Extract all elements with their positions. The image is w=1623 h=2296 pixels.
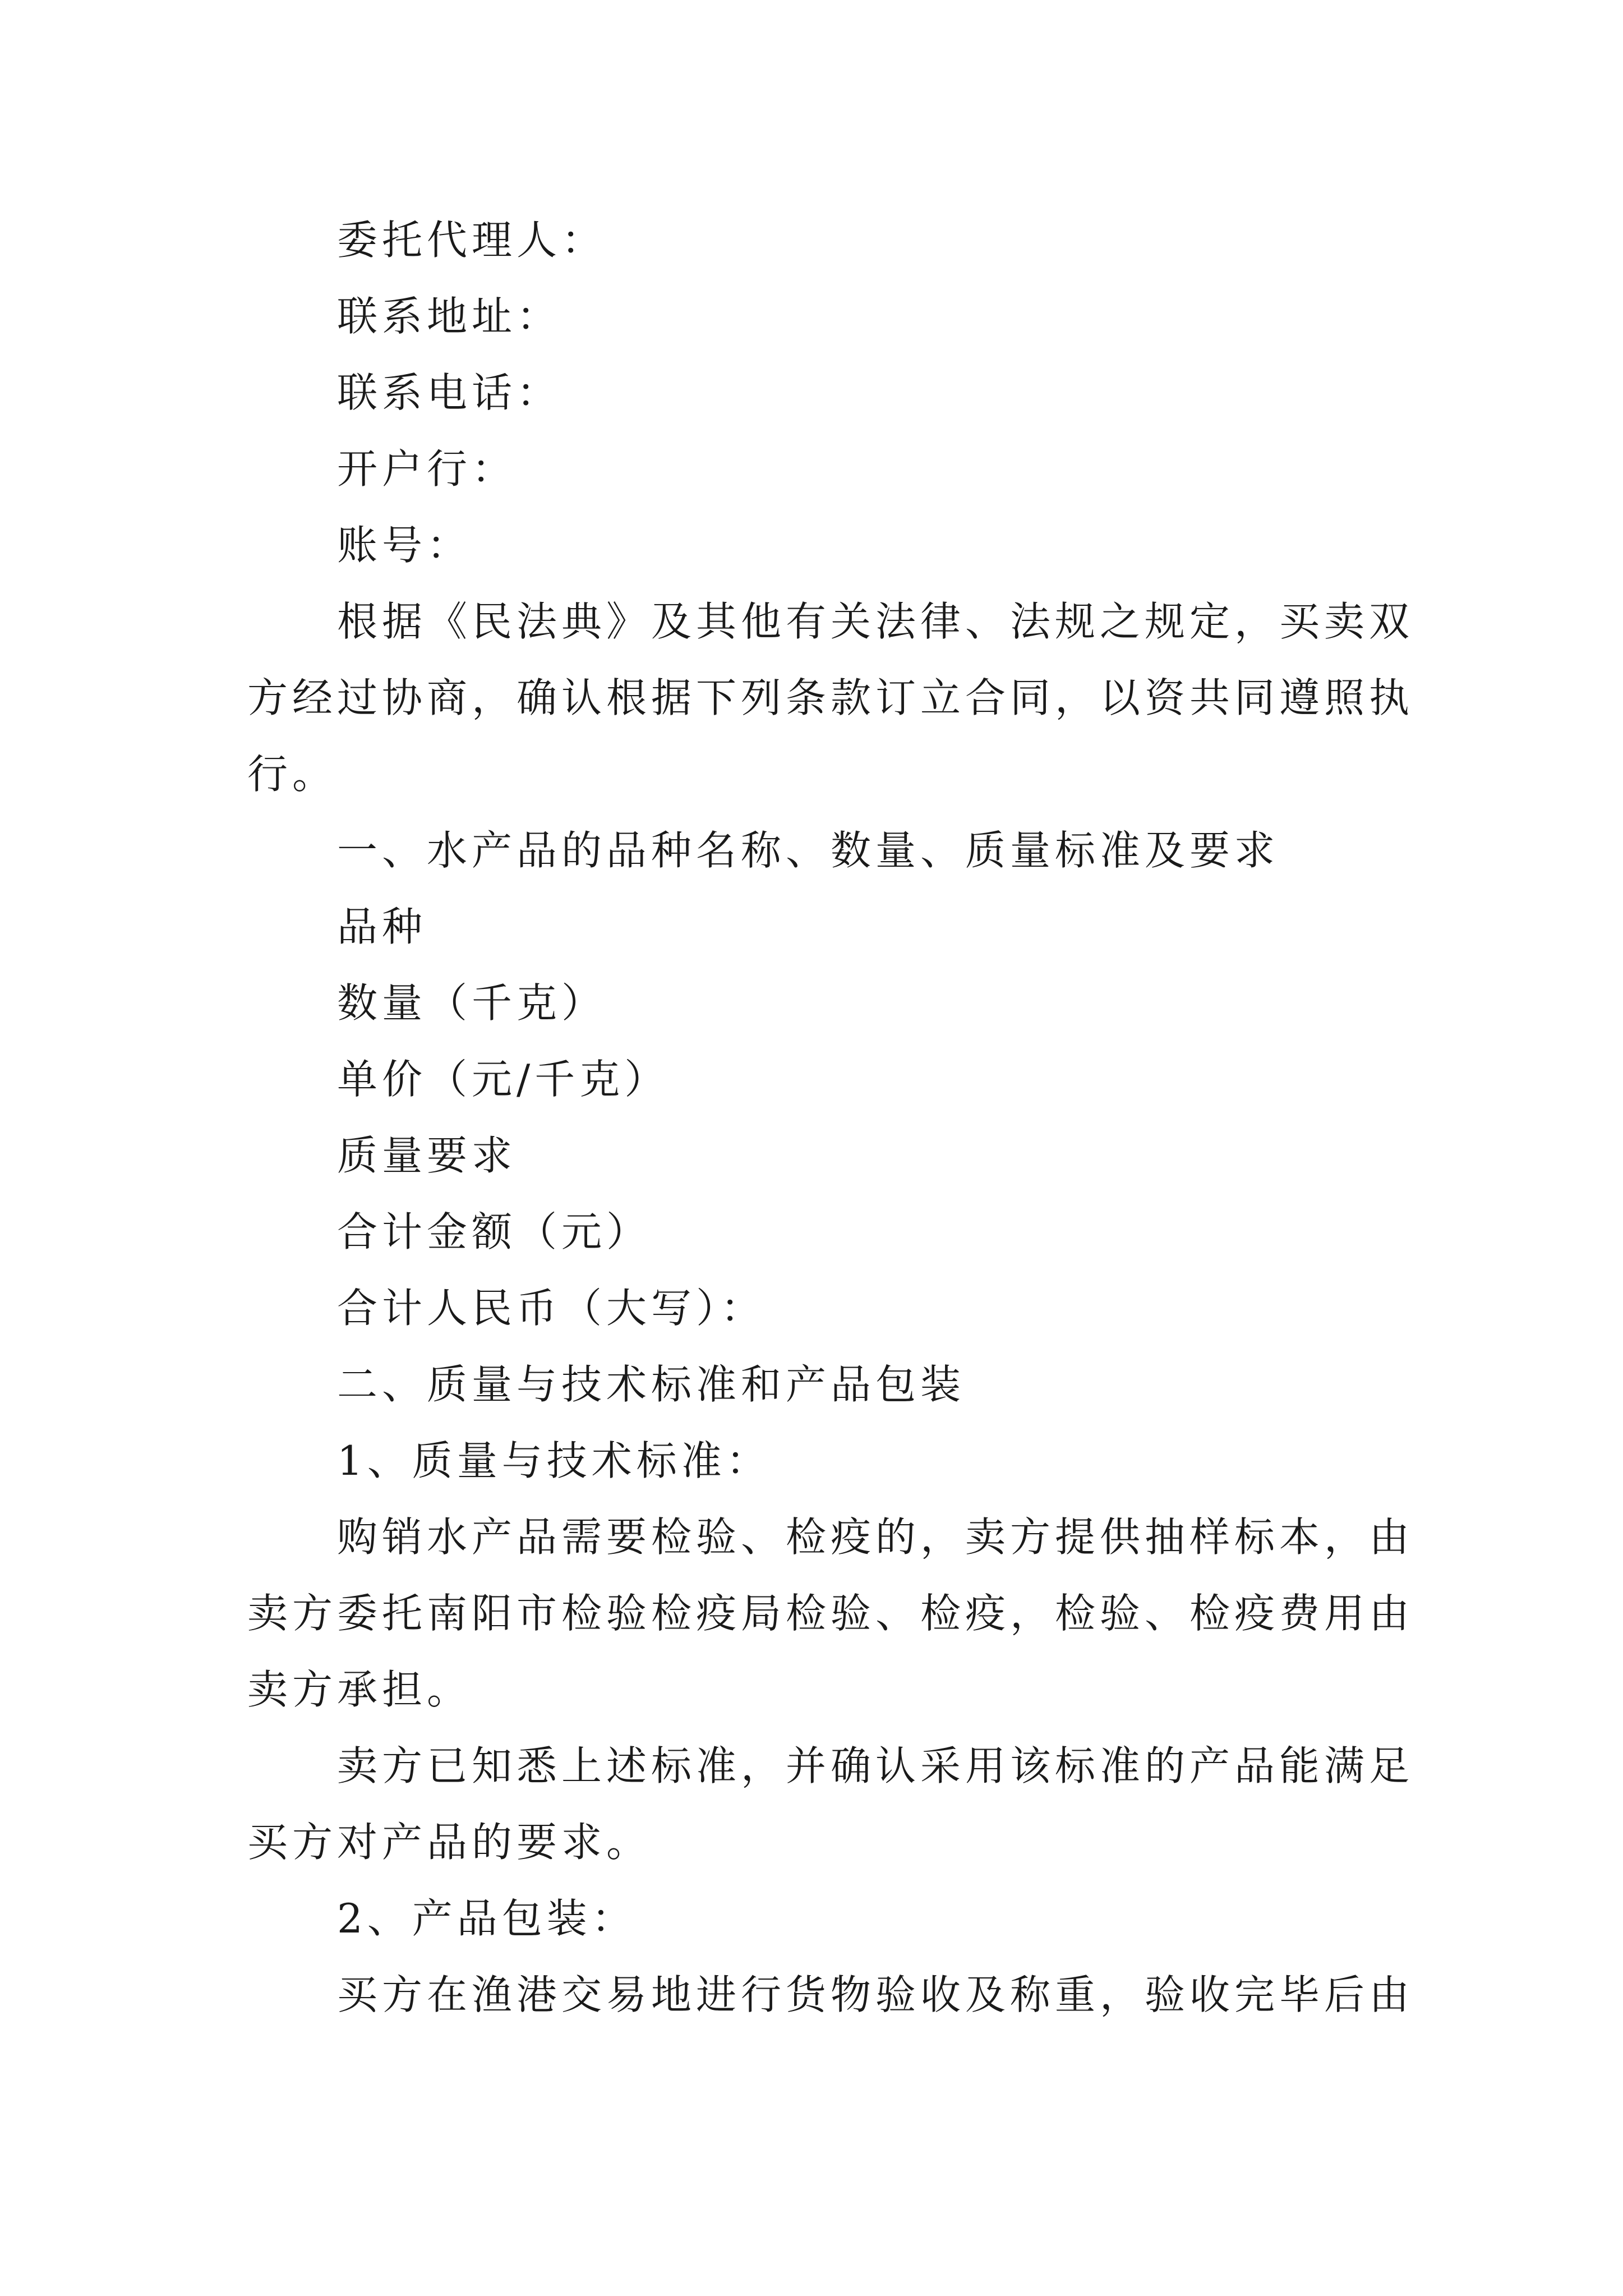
text-line: 买方在渔港交易地进行货物验收及称重，验收完毕后由	[337, 1971, 1414, 2018]
text-line: 买方对产品的要求。	[247, 1819, 652, 1866]
text-line: 方经过协商，确认根据下列条款订立合同，以资共同遵照执	[247, 674, 1414, 721]
text-line: 联系电话：	[337, 369, 562, 416]
text-line: 卖方已知悉上述标准，并确认采用该标准的产品能满足	[337, 1742, 1414, 1789]
subsection-heading: 2、产品包装：	[337, 1895, 637, 1942]
text-line: 购销水产品需要检验、检疫的，卖方提供抽样标本，由	[337, 1513, 1414, 1561]
document-body	[247, 202, 1414, 2033]
text-line: 单价（元/千克）	[337, 1056, 670, 1103]
text-line: 开户行：	[337, 445, 517, 493]
text-line: 品种	[337, 903, 427, 950]
text-line: 联系地址：	[337, 293, 562, 340]
text-line: 委托代理人：	[337, 217, 607, 264]
text-line: 行。	[247, 751, 338, 798]
text-line: 合计人民币（大写）：	[337, 1285, 766, 1332]
text-line: 卖方承担。	[247, 1666, 472, 1713]
text-line: 卖方委托南阳市检验检疫局检验、检疫，检验、检疫费用由	[247, 1590, 1414, 1637]
text-line: 质量要求	[337, 1132, 517, 1179]
subsection-heading: 1、质量与技术标准：	[337, 1437, 771, 1484]
text-line: 根据《民法典》及其他有关法律、法规之规定，买卖双	[337, 598, 1414, 645]
text-line: 账号：	[337, 522, 472, 569]
text-line: 合计金额（元）	[337, 1208, 652, 1255]
text-line: 数量（千克）	[337, 979, 607, 1027]
section-heading: 一、水产品的品种名称、数量、质量标准及要求	[337, 827, 1280, 874]
section-heading: 二、质量与技术标准和产品包装	[337, 1361, 966, 1408]
